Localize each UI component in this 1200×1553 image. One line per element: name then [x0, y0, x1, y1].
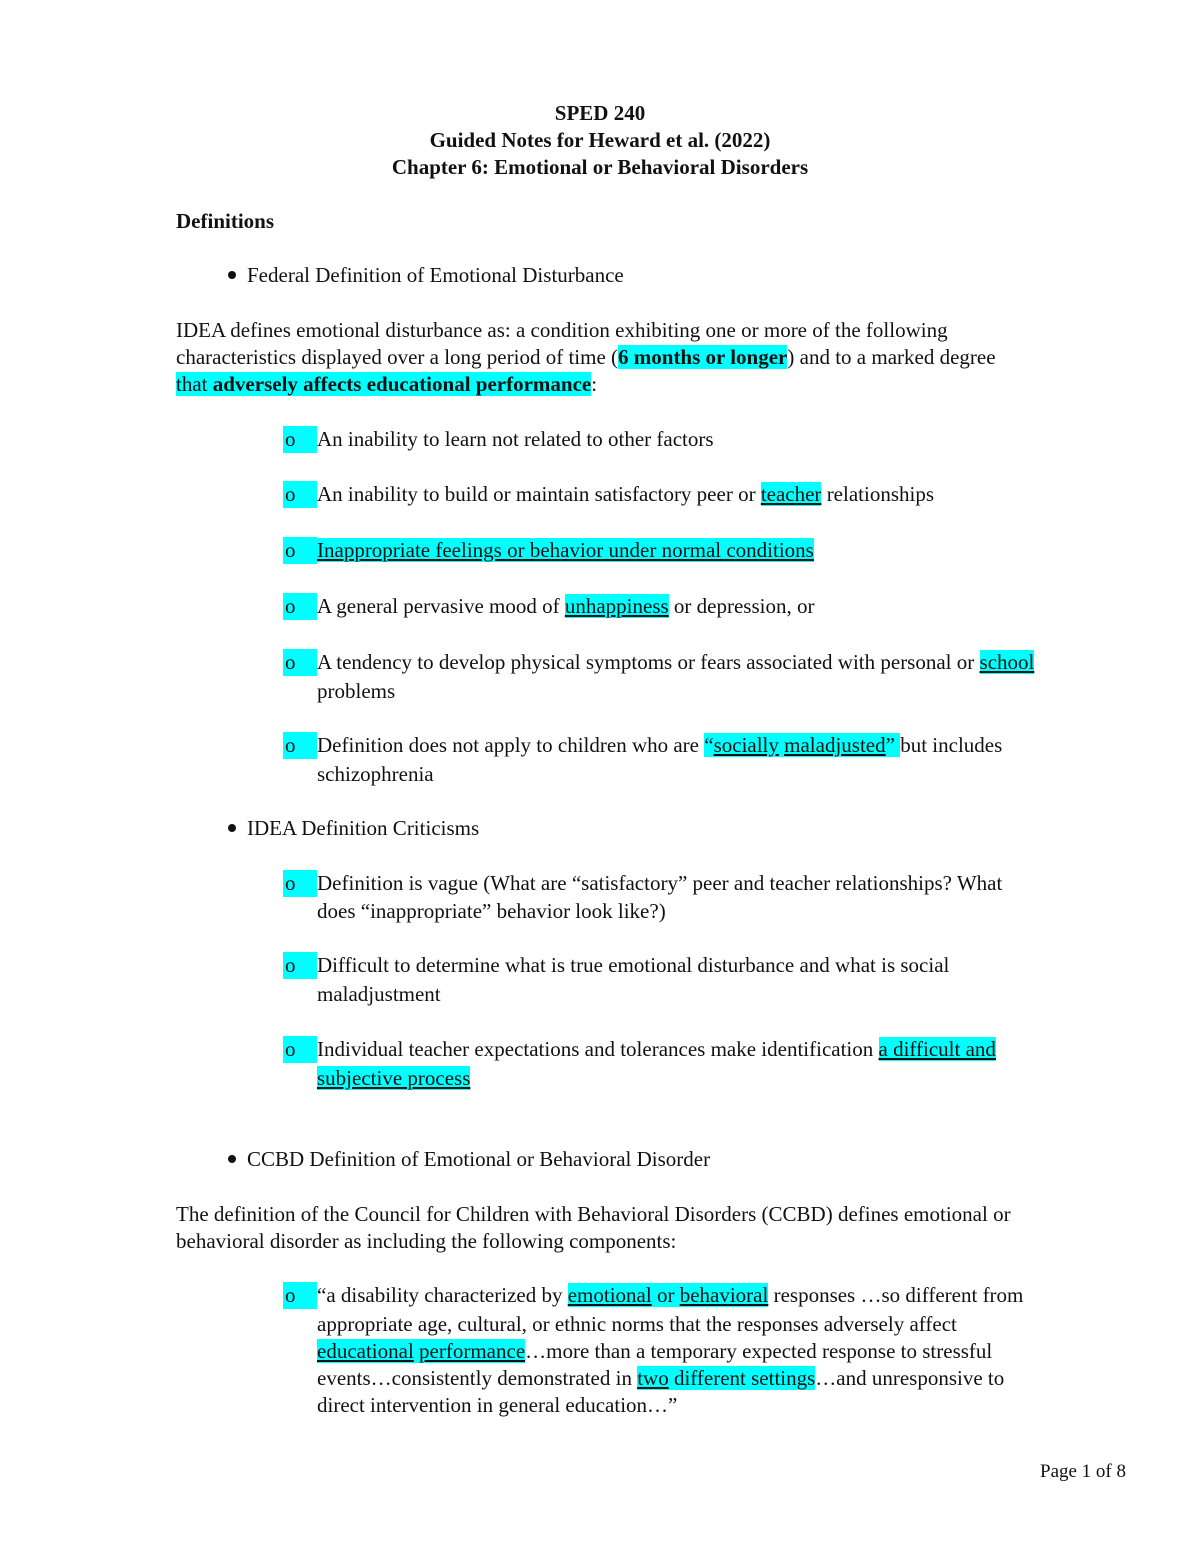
criticisms-bullet: IDEA Definition Criticisms: [247, 816, 480, 840]
item-text: Individual teacher expectations and tolerances make identification: [317, 1037, 879, 1061]
highlight-answer: school: [979, 650, 1035, 674]
quote-text: “a disability characterized by: [317, 1283, 568, 1307]
highlight-connector: or: [651, 1283, 680, 1307]
list-marker: o: [283, 481, 317, 508]
ccbd-intro-line: behavioral disorder as including the following components:: [176, 1229, 677, 1253]
list-marker: o: [283, 1282, 317, 1309]
bullet-dot: [228, 271, 236, 279]
list-marker: o: [283, 426, 317, 453]
highlight-answer: teacher: [760, 482, 822, 506]
highlight-answer: Inappropriate feelings or behavior under normal conditions: [317, 538, 814, 562]
idea-intro-line: IDEA defines emotional disturbance as: a condition exhibiting one or more of the following: [176, 318, 948, 342]
list-marker: o: [283, 952, 317, 979]
criticism-item-continuation: does “inappropriate” behavior look like?): [317, 899, 666, 923]
idea-intro-text: that: [176, 372, 213, 396]
highlight-answer: educational: [317, 1339, 414, 1363]
highlight-duration: 6 months or longer: [618, 345, 788, 369]
federal-item: [317, 481, 934, 508]
federal-item-continuation: problems: [317, 679, 396, 703]
quote-text: responses …so different from: [768, 1283, 1024, 1307]
ccbd-quote-line: [317, 1338, 992, 1365]
quote-text: events…consistently demonstrated in: [317, 1366, 638, 1390]
item-text: A general pervasive mood of: [317, 594, 565, 618]
list-marker: o: [283, 593, 317, 620]
idea-intro-text: characteristics displayed over a long period of time (: [176, 345, 619, 369]
ccbd-quote-line: [317, 1365, 1004, 1392]
highlight-answer: different settings: [668, 1366, 816, 1390]
definitions-heading: Definitions: [176, 209, 275, 233]
quote-mark: “: [704, 733, 714, 757]
criticism-item: Definition is vague (What are “satisfactory” peer and teacher relationships? What: [317, 871, 1003, 895]
ccbd-quote-line: direct intervention in general education…”: [317, 1393, 678, 1417]
list-marker: o: [283, 537, 317, 564]
federal-definition-bullet: Federal Definition of Emotional Disturbance: [247, 263, 624, 287]
bullet-dot: [228, 1155, 236, 1163]
list-marker: o: [283, 870, 317, 897]
highlight-answer: a difficult and: [878, 1037, 996, 1061]
ccbd-quote-line: [317, 1282, 1023, 1309]
bullet-dot: [228, 824, 236, 832]
highlight-answer: two: [637, 1366, 669, 1390]
answer-word: maladjusted: [784, 733, 886, 757]
highlight-answer: unhappiness: [564, 594, 669, 618]
highlight-answer: emotional: [567, 1283, 652, 1307]
highlight-answer: subjective process: [317, 1066, 471, 1090]
ccbd-bullet: CCBD Definition of Emotional or Behavioral Disorder: [247, 1147, 711, 1171]
item-text: Definition does not apply to children who are: [317, 733, 705, 757]
federal-item: [317, 732, 1002, 759]
item-text: An inability to build or maintain satisfactory peer or: [317, 482, 761, 506]
federal-item: [317, 593, 814, 620]
list-marker: o: [283, 649, 317, 676]
highlight-text: [176, 372, 591, 396]
idea-intro-line: [176, 344, 996, 371]
federal-item: [317, 537, 814, 564]
list-marker: o: [283, 732, 317, 759]
bold-key-phrase: adversely affects educational performance: [212, 372, 592, 396]
item-text: A tendency to develop physical symptoms or fears associated with personal or: [317, 650, 980, 674]
quote-text: …and unresponsive to: [815, 1366, 1005, 1390]
highlight-answer: [704, 733, 900, 757]
guided-notes-subtitle: Guided Notes for Heward et al. (2022): [429, 128, 771, 152]
criticism-item-continuation: [317, 1065, 470, 1092]
ccbd-quote-line: appropriate age, cultural, or ethnic norms that the responses adversely affect: [317, 1312, 957, 1336]
idea-intro-text: :: [591, 372, 598, 396]
federal-item: [317, 649, 1034, 676]
criticism-item: Difficult to determine what is true emotional disturbance and what is social: [317, 953, 950, 977]
item-text: relationships: [821, 482, 935, 506]
criticism-item-continuation: maladjustment: [317, 982, 441, 1006]
idea-intro-line: [176, 371, 597, 398]
course-title: SPED 240: [554, 101, 646, 125]
quote-mark: ”: [885, 733, 901, 757]
item-text: or depression, or: [668, 594, 815, 618]
federal-item-continuation: schizophrenia: [317, 762, 434, 786]
item-text: but includes: [900, 733, 1003, 757]
highlight-answer: behavioral: [679, 1283, 769, 1307]
list-marker: o: [283, 1036, 317, 1063]
page-number: Page 1 of 8: [1040, 1461, 1127, 1482]
chapter-title: Chapter 6: Emotional or Behavioral Disorders: [391, 155, 809, 179]
criticism-item: [317, 1036, 996, 1063]
federal-item: An inability to learn not related to other factors: [317, 427, 714, 451]
ccbd-intro-line: The definition of the Council for Children with Behavioral Disorders (CCBD) defines emotional or: [176, 1202, 1011, 1226]
highlight-answer: performance: [419, 1339, 526, 1363]
answer-word: socially: [713, 733, 779, 757]
quote-text: …more than a temporary expected response to stressful: [525, 1339, 993, 1363]
idea-intro-text: ) and to a marked degree: [787, 345, 996, 369]
